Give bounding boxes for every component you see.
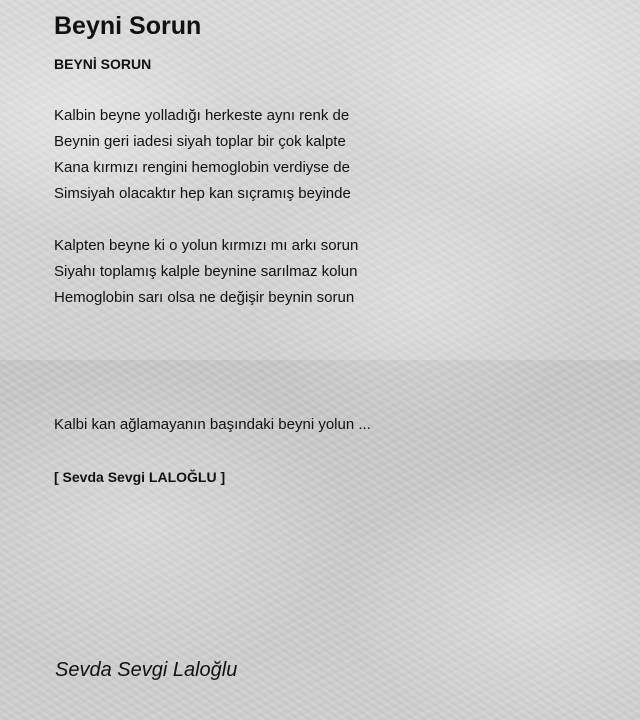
poem-stanza-2 xyxy=(54,233,358,311)
poem-stanza-1 xyxy=(54,103,351,207)
poem-line: Kana kırmızı rengini hemoglobin verdiyse de xyxy=(54,159,350,176)
poem-signature: [ Sevda Sevgi LALOĞLU ] xyxy=(54,469,226,485)
poem-subtitle: BEYNİ SORUN xyxy=(54,56,152,72)
poem-line: Simsiyah olacaktır hep kan sıçramış beyinde xyxy=(54,185,351,202)
poem-line: Hemoglobin sarı olsa ne değişir beynin sorun xyxy=(54,289,355,306)
poem-closing-line: Kalbi kan ağlamayanın başındaki beyni yolun ... xyxy=(54,416,371,433)
poem-title: Beyni Sorun xyxy=(54,12,202,40)
poem-line: Kalpten beyne ki o yolun kırmızı mı arkı sorun xyxy=(54,237,359,254)
poem-line: Beynin geri iadesi siyah toplar bir çok kalpte xyxy=(54,133,346,150)
author-name: Sevda Sevgi Laloğlu xyxy=(55,659,238,681)
poem-line: Kalbin beyne yolladığı herkeste aynı renk de xyxy=(54,107,350,124)
poem-line: Siyahı toplamış kalple beynine sarılmaz kolun xyxy=(54,263,358,280)
